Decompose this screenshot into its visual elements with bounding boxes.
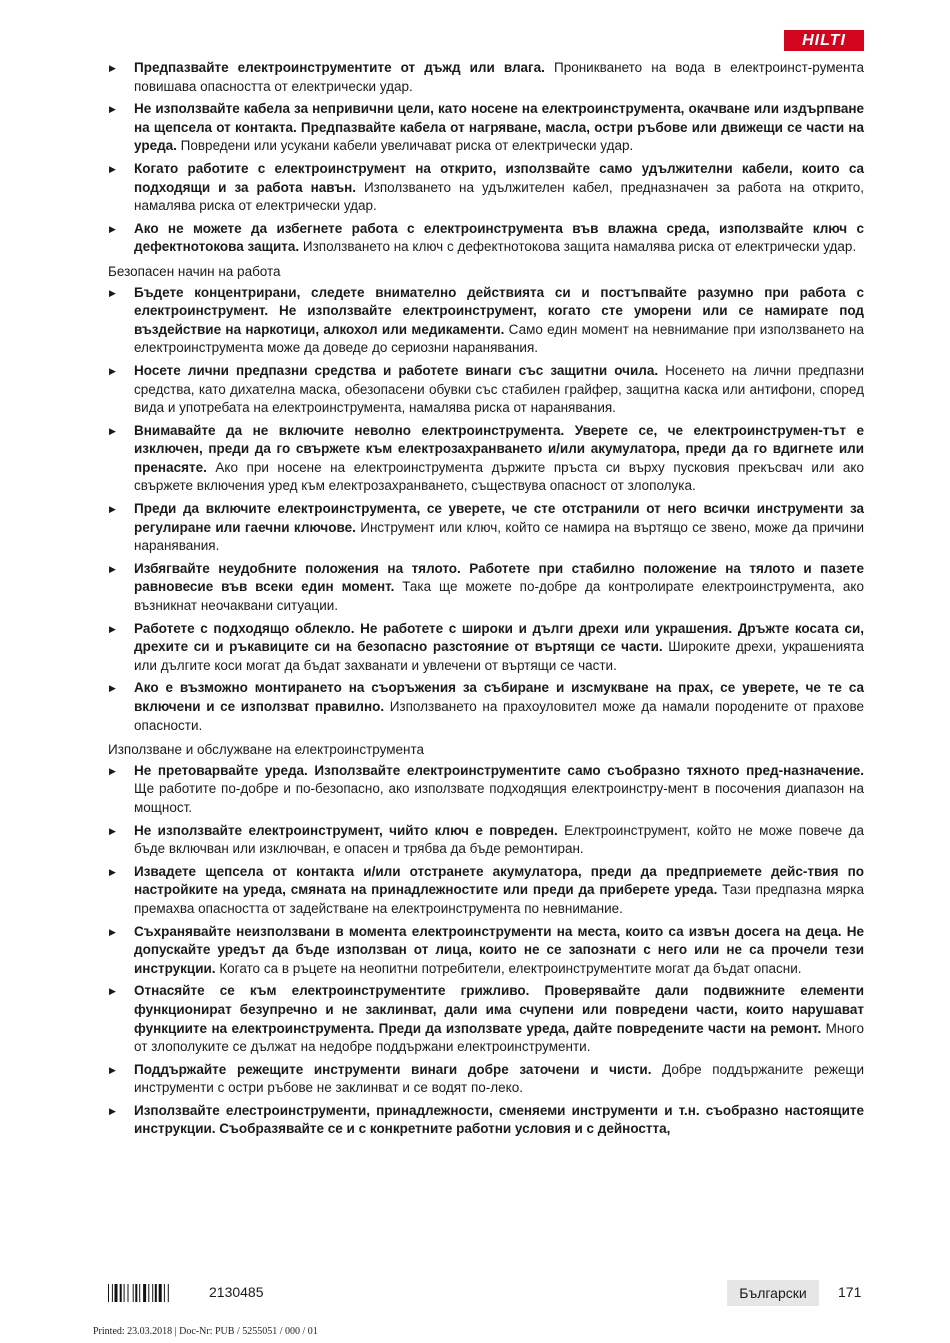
instruction-bold-text: Използвайте елестроинструменти, принадлежности, сменяеми инструменти и т.н. съобразно настоящите инструкции. Съобразявайте се и с конкретните работни условия и с дейността,: [134, 1102, 864, 1137]
list-item: [108, 59, 864, 96]
language-label: Български: [727, 1280, 819, 1306]
instruction-bold-text: Отнасяйте се към електроинструментите грижливо. Проверявайте дали подвижните елементи функционират безупречно и не заклинват, дали има счупени или повредени части, които нарушават функциите на електроинструмента. Преди да използвате уреда, дайте повредените части на ремонт.: [134, 983, 864, 1036]
instruction-bold-text: Когато работите с електроинструмент на открито, използвайте само удължителни кабели, които са подходящи и за работа навън.: [134, 160, 864, 195]
instruction-explanation-text: Използването на ключ с дефектнотокова защита намалява риска от електрически удар.: [299, 239, 857, 255]
instruction-explanation-text: Широките дрехи, украшенията или дългите коси могат да бъдат захванати и увлечени от въртящи се части.: [134, 639, 864, 673]
list-item: [108, 923, 864, 979]
list-item: [108, 1061, 864, 1098]
print-info: Printed: 23.03.2018 | Doc-Nr: PUB / 5255051 / 000 / 01: [93, 1326, 318, 1337]
bullet-arrow-icon: ▶: [109, 623, 116, 634]
page-number: 171: [838, 1284, 862, 1300]
list-item: [108, 762, 864, 818]
instruction-bold-text: Предпазвайте електроинструментите от дъжд или влага.: [134, 60, 545, 75]
instruction-bold-text: Работете с подходящо облекло. Не работете с широки и дълги дрехи или украшения. Дръжте косата си, дрехите си и ръкавиците си на безопасно разстояние от въртящи се части.: [134, 620, 864, 655]
list-item: [108, 1102, 864, 1139]
bullet-arrow-icon: ▶: [109, 986, 116, 997]
list-item: [108, 220, 864, 257]
bullet-arrow-icon: ▶: [109, 504, 116, 515]
section-electrical-safety: [108, 59, 864, 257]
list-item: [108, 422, 864, 496]
list-item: [108, 560, 864, 616]
instruction-explanation-text: Използването на удължителен кабел, предназначен за работа на открито, намалява риска от електрически удар.: [134, 179, 864, 214]
bullet-arrow-icon: ▶: [109, 1105, 116, 1116]
bullet-arrow-icon: ▶: [109, 104, 116, 115]
instruction-bold-text: Извадете щепсела от контакта и/или отстранете акумулатора, преди да предприемете дейс-твия по настройките на уреда, смяната на принадлежностите или преди да приберете уреда.: [134, 863, 864, 898]
list-item: [108, 362, 864, 418]
instruction-bold-text: Не използвайте кабела за непривични цели, като носене на електроинструмента, окачване или издърпване на щепсела от контакта. Предпазвайте кабела от нагряване, масла, остри ръбове или движещи се части на уреда.: [134, 101, 864, 154]
section-safe-work: [108, 284, 864, 736]
instruction-explanation-text: Ако при носене на електроинструмента държите пръста си върху пусковия прекъсвач или ако свържете включения уред към електрозахранването, съществува опасност от злополука.: [134, 459, 864, 494]
heading-use-and-care: Използване и обслужване на електроинструмента: [108, 742, 424, 758]
instruction-explanation-text: Използването на прахоуловител може да намали породените от прахове опасности.: [134, 699, 864, 733]
instruction-explanation-text: Носенето на лични предпазни средства, като дихателна маска, обезопасени обувки със стабилен грайфер, защитна каска или антифони, според вида и употребата на електроинструмента, намалява риска от наранявания.: [134, 362, 864, 416]
bullet-arrow-icon: ▶: [109, 1064, 116, 1075]
article-number: 2130485: [209, 1284, 264, 1300]
instruction-bold-text: Ако е възможно монтирането на съоръжения за събиране и изсмукване на прах, се уверете, че те са включени и се използват правилно.: [134, 680, 864, 714]
instruction-explanation-text: Така ще можете по-добре да контролирате електроинструмента, ако възникнат неочаквани ситуации.: [134, 579, 865, 614]
instruction-explanation-text: Инструмент или ключ, който се намира на въртящо се звено, може да причини наранявания.: [134, 519, 865, 554]
list-item: [108, 679, 864, 735]
bullet-arrow-icon: ▶: [109, 926, 116, 937]
instruction-bold-text: Поддържайте режещите инструменти винаги добре заточени и чисти.: [134, 1061, 652, 1077]
instruction-explanation-text: Електроинструмент, който не може повече да бъде включван или изключван, е опасен и трябва да бъде ремонтиран.: [134, 822, 864, 857]
list-item: [108, 982, 864, 1056]
bullet-arrow-icon: ▶: [109, 866, 116, 877]
bullet-arrow-icon: ▶: [109, 825, 116, 836]
instruction-explanation-text: Повредени или усукани кабели увеличават риска от електрически удар.: [176, 138, 634, 154]
instruction-explanation-text: Много от злополуките се дължат на недобре поддържани електроинструменти.: [134, 1020, 864, 1055]
logo-text: HILTI: [802, 31, 846, 49]
instruction-bold-text: Ако не можете да избегнете работа с електроинструмента във влажна среда, използвайте ключ с дефектнотокова защита.: [134, 220, 864, 255]
instruction-explanation-text: Проникването на вода в електроинст-румента повишава опасността от електрически удар.: [134, 60, 864, 94]
instruction-bold-text: Внимавайте да не включите неволно електроинструмента. Уверете се, че електроинструмен-тът е изключен, преди да го свържете към електрозахранването и/или акумулатора, преди да го вдигнете или пренасяте.: [134, 422, 864, 475]
instruction-bold-text: Съхранявайте неизползвани в момента електроинструменти на места, които са извън досега на деца. Не допускайте уредът да бъде използван от лица, които не се запознати с него или не са прочели тези инструкции.: [134, 923, 864, 976]
list-item: [108, 822, 864, 859]
instruction-explanation-text: Тази предпазна мярка премахва опасността от задействане на електроинструмента по невнимание.: [134, 882, 864, 916]
hilti-logo: [784, 30, 864, 51]
instruction-bold-text: Носете лични предпазни средства и работете винаги със защитни очила.: [134, 362, 659, 378]
instruction-explanation-text: Само един момент на невнимание при използването на електроинструмента може да доведе до сериозни наранявания.: [134, 321, 864, 356]
instruction-bold-text: Не претоварвайте уреда. Използвайте електроинструментите само съобразно тяхното пред-назначение.: [134, 762, 864, 778]
bullet-arrow-icon: ▶: [109, 287, 116, 298]
bullet-arrow-icon: ▶: [109, 683, 116, 694]
instruction-explanation-text: Добре поддържаните режещи инструменти с остри ръбове не заклинват и се водят по-леко.: [134, 1061, 865, 1096]
list-item: [108, 284, 864, 358]
bullet-arrow-icon: ▶: [109, 563, 116, 574]
document-body: [108, 59, 864, 1143]
barcode-icon: [108, 1284, 192, 1302]
instruction-bold-text: Избягвайте неудобните положения на тялото. Работете при стабилно положение на тялото и пазете равновесие във всеки един момент.: [134, 560, 864, 595]
instruction-bold-text: Не използвайте електроинструмент, чийто ключ е повреден.: [134, 822, 558, 838]
heading-safe-work: Безопасен начин на работа: [108, 263, 281, 279]
list-item: [108, 160, 864, 216]
bullet-arrow-icon: ▶: [109, 365, 116, 376]
instruction-bold-text: Бъдете концентрирани, следете внимателно действията си и постъпвайте разумно при работа с електроинструмент. Не използвайте електроинструмент, когато сте уморени или се намирате под въздействие на наркотици, алкохол или медикаменти.: [134, 284, 864, 337]
section-use-and-care: [108, 762, 864, 1139]
bullet-arrow-icon: ▶: [109, 765, 116, 776]
bullet-arrow-icon: ▶: [109, 163, 116, 174]
list-item: [108, 100, 864, 156]
list-item: [108, 500, 864, 556]
list-item: [108, 863, 864, 919]
instruction-bold-text: Преди да включите електроинструмента, се уверете, че сте отстранили от него всички инструменти за регулиране или гаечни ключове.: [134, 501, 864, 535]
instruction-explanation-text: Когато са в ръцете на неопитни потребители, електроинструментите могат да бъдат опасни.: [215, 960, 802, 976]
bullet-arrow-icon: ▶: [109, 223, 116, 234]
list-item: [108, 620, 864, 676]
bullet-arrow-icon: ▶: [109, 425, 116, 436]
instruction-explanation-text: Ще работите по-добре и по-безопасно, ако използвате подходящия електроинстру-мент в посочения диапазон на мощност.: [134, 781, 864, 815]
bullet-arrow-icon: ▶: [109, 63, 116, 73]
